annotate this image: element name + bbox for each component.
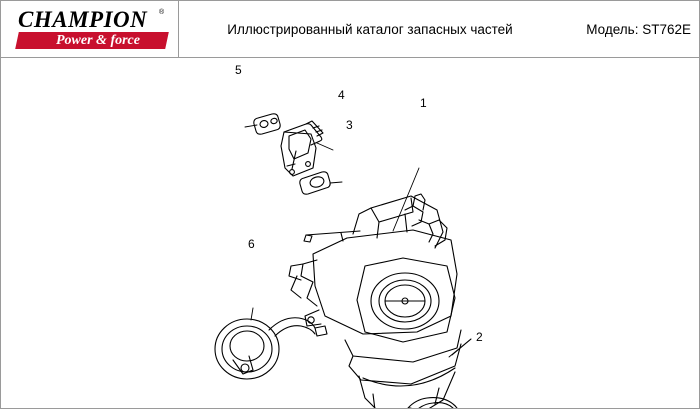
- parts-diagram: [1, 58, 700, 408]
- callout-6: 6: [248, 237, 255, 251]
- part-4-insulator: [281, 121, 323, 176]
- part-5-gasket: [254, 114, 280, 134]
- callout-2: 2: [476, 330, 483, 344]
- page-header: [1, 1, 700, 58]
- brand-logo: [1, 1, 179, 57]
- carburetor-assembly-drawing: [1, 58, 700, 408]
- part-1-carburetor-body: [289, 194, 461, 408]
- callout-4: 4: [338, 88, 345, 102]
- brand-name: CHAMPION: [18, 7, 148, 32]
- part-3-gasket: [300, 172, 330, 194]
- callout-5: 5: [235, 63, 242, 77]
- brand-registered-mark: ®: [159, 9, 165, 16]
- brand-tagline: Power & force: [56, 33, 140, 48]
- model-label: Модель: ST762E: [586, 21, 691, 37]
- part-6-primer-assembly: [215, 318, 327, 379]
- callout-3: 3: [346, 118, 353, 132]
- page-title: Иллюстрированный каталог запасных частей: [227, 21, 513, 37]
- callout-1: 1: [420, 96, 427, 110]
